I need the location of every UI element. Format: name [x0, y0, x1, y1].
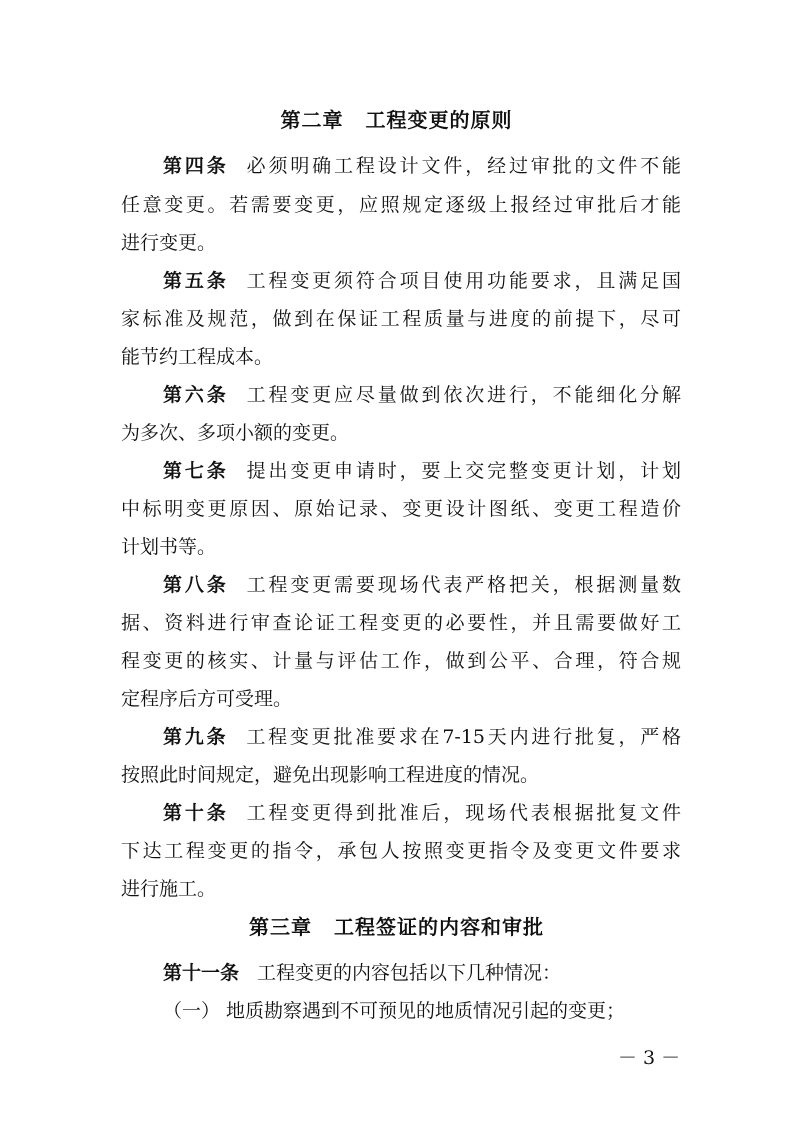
chapter-3-heading	[0, 914, 793, 940]
article-5-label: 第五条	[163, 270, 229, 292]
chapter-2-label: 第二章	[280, 108, 344, 132]
article-10-label: 第十条	[163, 802, 229, 824]
article-5-line-1: 第五条 工程变更须符合项目使用功能要求，且满足国	[163, 270, 681, 292]
article-9-label: 第九条	[163, 726, 229, 748]
article-6-line-2: 为多次、多项小额的变更。	[121, 422, 350, 444]
article-7-label: 第七条	[163, 460, 229, 482]
article-8-line-4: 定程序后方可受理。	[121, 688, 293, 710]
article-9-line-2: 按照此时间规定，避免出现影响工程进度的情况。	[121, 764, 540, 786]
article-8-line-3: 程变更的核实、计量与评估工作，做到公平、合理，符合规	[121, 650, 681, 672]
article-5-line-3: 能节约工程成本。	[121, 346, 274, 368]
article-7-line-3: 计划书等。	[121, 536, 217, 558]
article-6-label: 第六条	[163, 384, 229, 406]
article-6-line-1: 第六条 工程变更应尽量做到依次进行，不能细化分解	[163, 384, 681, 406]
article-4-line-1: 第四条 必须明确工程设计文件，经过审批的文件不能	[163, 155, 681, 177]
chapter-2-heading	[0, 107, 793, 133]
article-11-label: 第十一条	[163, 962, 240, 984]
article-5-line-2: 家标准及规范，做到在保证工程质量与进度的前提下，尽可	[121, 308, 681, 330]
chapter-3-title: 工程签证的内容和审批	[334, 915, 544, 939]
article-7-line-1: 第七条 提出变更申请时，要上交完整变更计划，计划	[163, 460, 681, 482]
article-8-line-1: 第八条 工程变更需要现场代表严格把关，根据测量数	[163, 574, 681, 596]
article-8-label: 第八条	[163, 574, 229, 596]
article-10-line-3: 进行施工。	[121, 878, 217, 900]
article-4-line-2: 任意变更。若需要变更，应照规定逐级上报经过审批后才能	[121, 194, 681, 216]
page-number: － 3 －	[618, 1047, 681, 1069]
article-8-line-2: 据、资料进行审查论证工程变更的必要性，并且需要做好工	[121, 612, 681, 634]
article-10-line-1: 第十条 工程变更得到批准后，现场代表根据批复文件	[163, 802, 681, 824]
article-7-line-2: 中标明变更原因、原始记录、变更设计图纸、变更工程造价	[121, 498, 681, 520]
item-1: （一） 地质勘察遇到不可预见的地质情况引起的变更；	[163, 1000, 626, 1022]
article-9-line-1: 第九条 工程变更批准要求在7-15天内进行批复，严格	[163, 726, 681, 748]
article-4-line-3: 进行变更。	[121, 232, 217, 254]
chapter-2-title: 工程变更的原则	[365, 108, 513, 132]
article-10-line-2: 下达工程变更的指令，承包人按照变更指令及变更文件要求	[121, 840, 681, 862]
article-4-label: 第四条	[163, 155, 229, 177]
chapter-3-label: 第三章	[249, 915, 312, 939]
article-11-line-1: 第十一条 工程变更的内容包括以下几种情况：	[163, 962, 562, 984]
